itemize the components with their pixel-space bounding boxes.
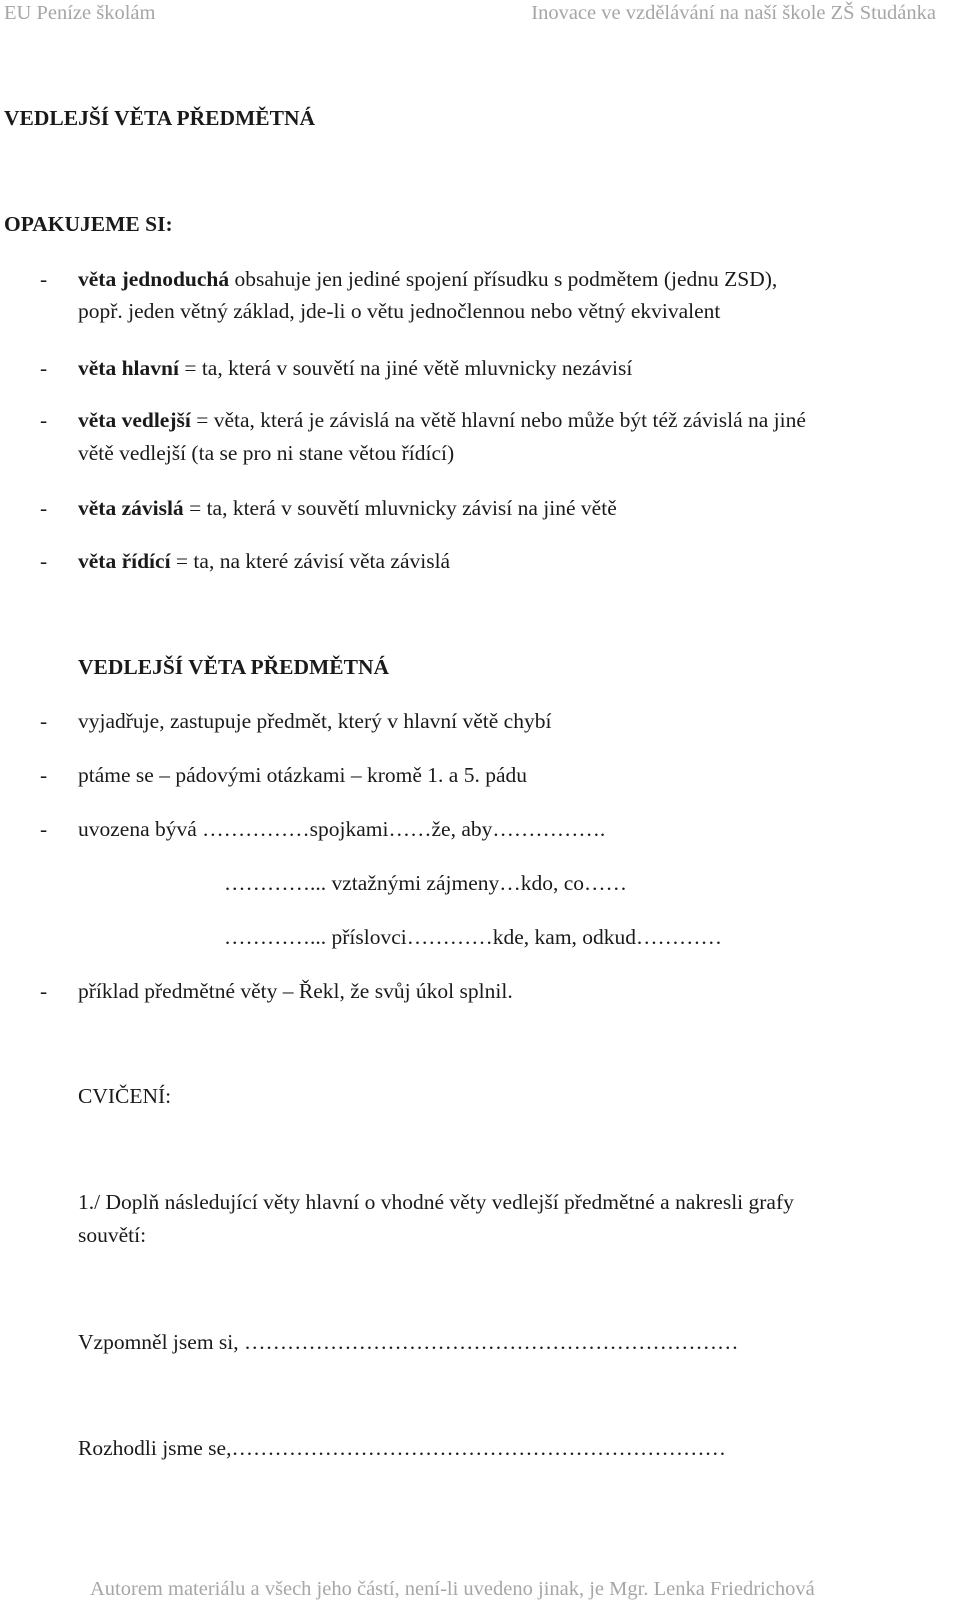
review-item-4	[78, 496, 617, 520]
footer: Autorem materiálu a všech jeho částí, není-li uvedeno jinak, je Mgr. Lenka Friedrichová	[90, 1578, 815, 1600]
bullet-dash: -	[40, 817, 48, 841]
exercise-sentence-1: Vzpomněl jsem si, ……………………………………………………………	[78, 1330, 739, 1354]
bullet-dash: -	[40, 763, 48, 787]
section-item-3: uvozena bývá ……………spojkami……že, aby…………….	[78, 817, 606, 841]
review-item-1-cont: popř. jeden větný základ, jde-li o větu jednočlennou nebo větný ekvivalent	[78, 299, 721, 323]
review-heading: OPAKUJEME SI:	[4, 212, 173, 236]
exercise-sentence-2: Rozhodli jsme se,……………………………………………………………	[78, 1436, 726, 1460]
section-example: příklad předmětné věty – Řekl, že svůj úkol splnil.	[78, 979, 513, 1003]
header-right: Inovace ve vzdělávání na naší škole ZŠ Studánka	[531, 2, 936, 24]
definition: = ta, na které závisí věta závislá	[170, 549, 451, 573]
review-item-3	[78, 408, 806, 432]
section-heading: VEDLEJŠÍ VĚTA PŘEDMĚTNÁ	[78, 655, 390, 679]
definition: = ta, která v souvětí na jiné větě mluvnicky nezávisí	[178, 356, 633, 380]
term: věta jednoduchá	[78, 267, 230, 291]
section-item-2: ptáme se – pádovými otázkami – kromě 1. a 5. pádu	[78, 763, 527, 787]
bullet-dash: -	[40, 979, 48, 1003]
term: věta řídící	[78, 549, 171, 573]
section-subitem-1: …………... vztažnými zájmeny…kdo, co……	[224, 871, 628, 895]
term: věta vedlejší	[78, 408, 191, 432]
definition: = věta, která je závislá na větě hlavní nebo může být též závislá na jiné	[190, 408, 806, 432]
review-item-2	[78, 356, 632, 380]
bullet-dash: -	[40, 709, 48, 733]
bullet-dash: -	[40, 496, 48, 520]
section-item-1: vyjadřuje, zastupuje předmět, který v hlavní větě chybí	[78, 709, 552, 733]
section-subitem-2: …………... příslovci…………kde, kam, odkud…………	[224, 925, 723, 949]
page-title: VEDLEJŠÍ VĚTA PŘEDMĚTNÁ	[4, 106, 316, 130]
definition: = ta, která v souvětí mluvnicky závisí na jiné větě	[183, 496, 617, 520]
review-item-5	[78, 549, 450, 573]
bullet-dash: -	[40, 549, 48, 573]
exercise-task-line1: 1./ Doplň následující věty hlavní o vhodné věty vedlejší předmětné a nakresli grafy	[78, 1190, 794, 1214]
header-left: EU Peníze školám	[4, 2, 156, 24]
definition: obsahuje jen jediné spojení přísudku s podmětem (jednu ZSD),	[229, 267, 778, 291]
review-item-1	[78, 267, 777, 291]
bullet-dash: -	[40, 356, 48, 380]
exercise-task-line2: souvětí:	[78, 1223, 147, 1247]
review-item-3-cont: větě vedlejší (ta se pro ni stane větou řídící)	[78, 441, 455, 465]
term: věta hlavní	[78, 356, 179, 380]
term: věta závislá	[78, 496, 184, 520]
bullet-dash: -	[40, 267, 48, 291]
exercise-heading: CVIČENÍ:	[78, 1084, 172, 1108]
bullet-dash: -	[40, 408, 48, 432]
